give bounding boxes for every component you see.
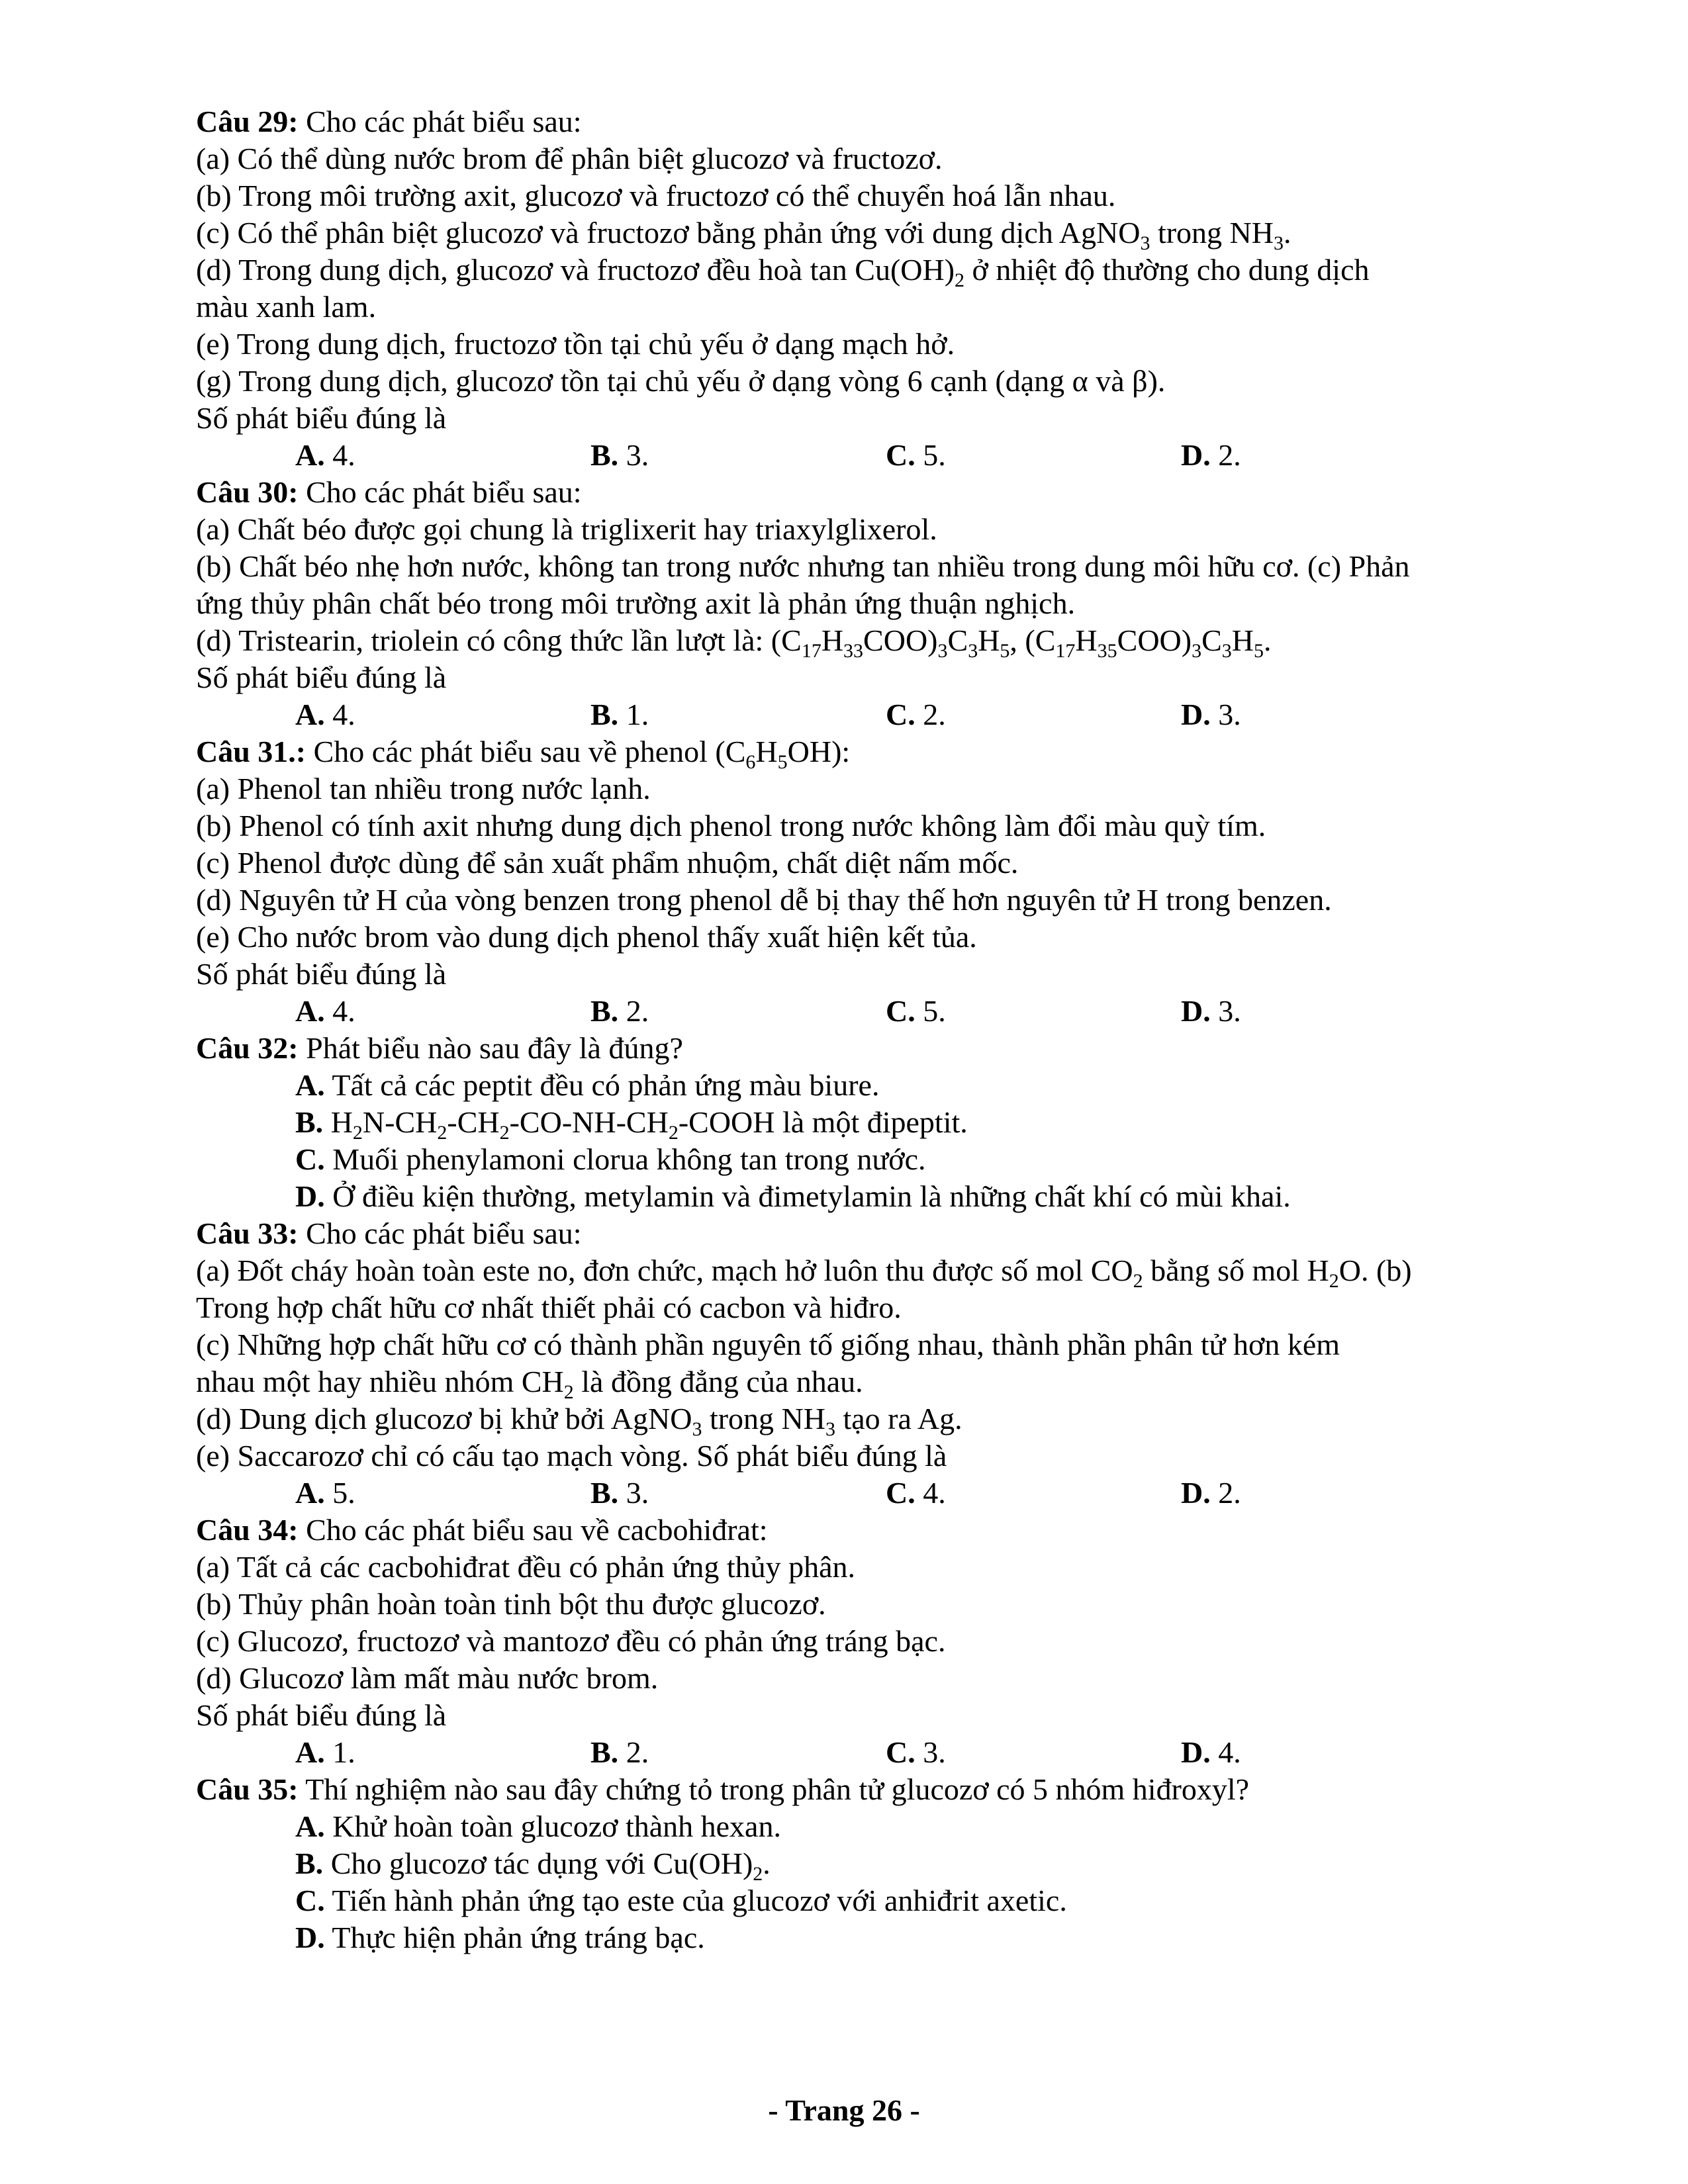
option-d: D. 3. [1181,698,1241,731]
statement-d: (d) Nguyên tử H của vòng benzen trong phenol dễ bị thay thế hơn nguyên tử H trong benzen. [196,883,1332,917]
option-a: A. 1. [295,1735,355,1769]
choice-d: D. Ở điều kiện thường, metylamin và đimetylamin là những chất khí có mùi khai. [295,1179,1291,1213]
statement-a: (a) Có thể dùng nước brom để phân biệt glucozơ và fructozơ. [196,142,943,175]
statement-e: (e) Saccarozơ chỉ có cấu tạo mạch vòng. Số phát biểu đúng là [196,1439,947,1473]
answer-options [196,1734,1546,1771]
statement-d: (d) Tristearin, triolein có công thức lần lượt là: $(C_{17}H_{33}COO)_3C_3H_5$, $(C_{17}H_{35}COO)_3C_3H_5$. [196,623,1272,662]
statement-d: (d) Glucozơ làm mất màu nước brom. [196,1661,659,1695]
option-c: C. 4. [886,1476,946,1510]
option-a: A. 4. [295,698,355,731]
statement-d-continued: màu xanh lam. [196,290,377,324]
statement-d: (d) Trong dung dịch, glucozơ và fructozơ đều hoà $\tan Cu(OH)_2$ ở nhiệt độ thường cho dung dịch [196,253,1370,291]
choice-a: A. Tất cả các peptit đều có phản ứng màu biure. [295,1068,880,1102]
statement-b: (b) Thủy phân hoàn toàn tinh bột thu được glucozơ. [196,1587,826,1621]
answer-prompt: Số phát biểu đúng là [196,1698,447,1732]
statement-b: (b) Phenol có tính axit nhưng dung dịch phenol trong nước không làm đổi màu quỳ tím. [196,809,1266,842]
question-label: Câu 35: [196,1772,299,1806]
option-b: B. 3. [590,1476,649,1510]
statement-c: (c) Phenol được dùng để sản xuất phẩm nhuộm, chất diệt nấm mốc. [196,846,1019,880]
statement-a: (a) Chất béo được gọi chung là triglixerit hay triaxylglixerol. [196,512,937,546]
statement-b: (b) Chất béo nhẹ hơn nước, không tan trong nước nhưng tan nhiều trong dung môi hữu cơ. (c) Phản [196,549,1410,583]
question-label: Câu 29: [196,105,299,138]
choice-b: B. Cho glucozơ tác dụng với $Cu(OH)_2$. [295,1846,771,1885]
question-text: Cho các phát biểu sau: [298,475,582,509]
statement-c: (c) Glucozơ, fructozơ và mantozơ đều có phản ứng tráng bạc. [196,1624,946,1658]
option-b: B. 2. [590,1735,649,1769]
option-b: B. 1. [590,698,649,731]
option-a: A. 5. [295,1476,355,1510]
option-c: C. 3. [886,1735,946,1769]
question-33-stem [196,1215,1546,1252]
option-b: B. 2. [590,994,649,1028]
option-c: C. 2. [886,698,946,731]
answer-options [196,1475,1546,1512]
option-c: C. 5. [886,438,946,472]
question-label: Câu 33: [196,1216,299,1250]
question-34-stem [196,1512,1546,1549]
answer-prompt: Số phát biểu đúng là [196,401,447,435]
answer-prompt: Số phát biểu đúng là [196,660,447,694]
question-text: Cho các phát biểu sau: [298,105,582,138]
statement-e: (e) Trong dung dịch, fructozơ tồn tại chủ yếu ở dạng mạch hở. [196,327,955,361]
answer-options [196,993,1546,1030]
statement-d: (d) Dung dịch glucozơ bị khử bởi AgNO$_3$ trong $NH_3$ tạo ra Ag. [196,1402,962,1440]
choice-a: A. Khử hoàn toàn glucozơ thành hexan. [295,1809,781,1843]
option-d: D. 2. [1181,1476,1241,1510]
statement-b: Trong hợp chất hữu cơ nhất thiết phải có cacbon và hiđro. [196,1291,902,1324]
page-number: - Trang 26 - [768,2093,920,2127]
statement-g: (g) Trong dung dịch, glucozơ tồn tại chủ yếu ở dạng vòng 6 cạnh (dạng α và β). [196,364,1166,398]
option-c: C. 5. [886,994,946,1028]
choice-c: C. Tiến hành phản ứng tạo este của glucozơ với anhiđrit axetic. [295,1884,1067,1917]
statement-a: (a) Phenol tan nhiều trong nước lạnh. [196,772,651,805]
option-a: A. 4. [295,994,355,1028]
question-31-stem: Câu 31.: Cho các phát biểu sau về phenol $(C_6H_5OH)$: [196,735,851,773]
choice-c: C. Muối phenylamoni clorua không tan trong nước. [295,1142,926,1176]
statement-c-continued: nhau một hay nhiều nhóm $CH_2$ là đồng đẳng của nhau. [196,1365,863,1403]
question-text: Cho các phát biểu sau về cacbohiđrat: [298,1513,768,1547]
statement-a: (a) Tất cả các cacbohiđrat đều có phản ứng thủy phân. [196,1550,856,1584]
page-content [196,103,1546,1956]
question-label: Câu 32: [196,1031,299,1065]
statement-c: (c) Những hợp chất hữu cơ có thành phần nguyên tố giống nhau, thành phần phân tử hơn kém [196,1328,1340,1361]
statement-c: (c) Có thể phân biệt glucozơ và fructozơ bằng phản ứng với dung dịch AgNO$_3$ trong $NH_3$. [196,216,1291,254]
option-d: D. 3. [1181,994,1241,1028]
question-label: Câu 34: [196,1513,299,1547]
option-d: D. 2. [1181,438,1241,472]
question-text: Thí nghiệm nào sau đây chứng tỏ trong phân tử glucozơ có 5 nhóm hiđroxyl? [298,1772,1250,1806]
question-30-stem [196,474,1546,511]
question-35-stem [196,1771,1546,1808]
question-label: Câu 30: [196,475,299,509]
question-label: Câu 31.: [196,735,306,768]
choice-d: D. Thực hiện phản ứng tráng bạc. [295,1921,705,1954]
option-d: D. 4. [1181,1735,1241,1769]
choice-b: B. $H_2N-CH_2-CH_2-CO-NH-CH_2$-COOH là một đipeptit. [295,1105,968,1144]
answer-options [196,696,1546,733]
option-a: A. 4. [295,438,355,472]
statement-b: (b) Trong môi trường axit, glucozơ và fructozơ có thể chuyển hoá lẫn nhau. [196,179,1116,212]
question-32-stem [196,1030,1546,1067]
answer-options [196,437,1546,474]
question-text: Cho các phát biểu sau: [298,1216,582,1250]
statement-e: (e) Cho nước brom vào dung dịch phenol thấy xuất hiện kết tủa. [196,920,977,954]
answer-prompt: Số phát biểu đúng là [196,957,447,991]
question-text: Phát biểu nào sau đây là đúng? [298,1031,683,1065]
option-b: B. 3. [590,438,649,472]
question-29-stem [196,103,1546,140]
statement-c: ứng thủy phân chất béo trong môi trường axit là phản ứng thuận nghịch. [196,586,1076,620]
statement-a: (a) Đốt cháy hoàn toàn este no, đơn chức, mạch hở luôn thu được số mol $CO_2$ bằng số mol $H_2O$. (b) [196,1253,1412,1292]
